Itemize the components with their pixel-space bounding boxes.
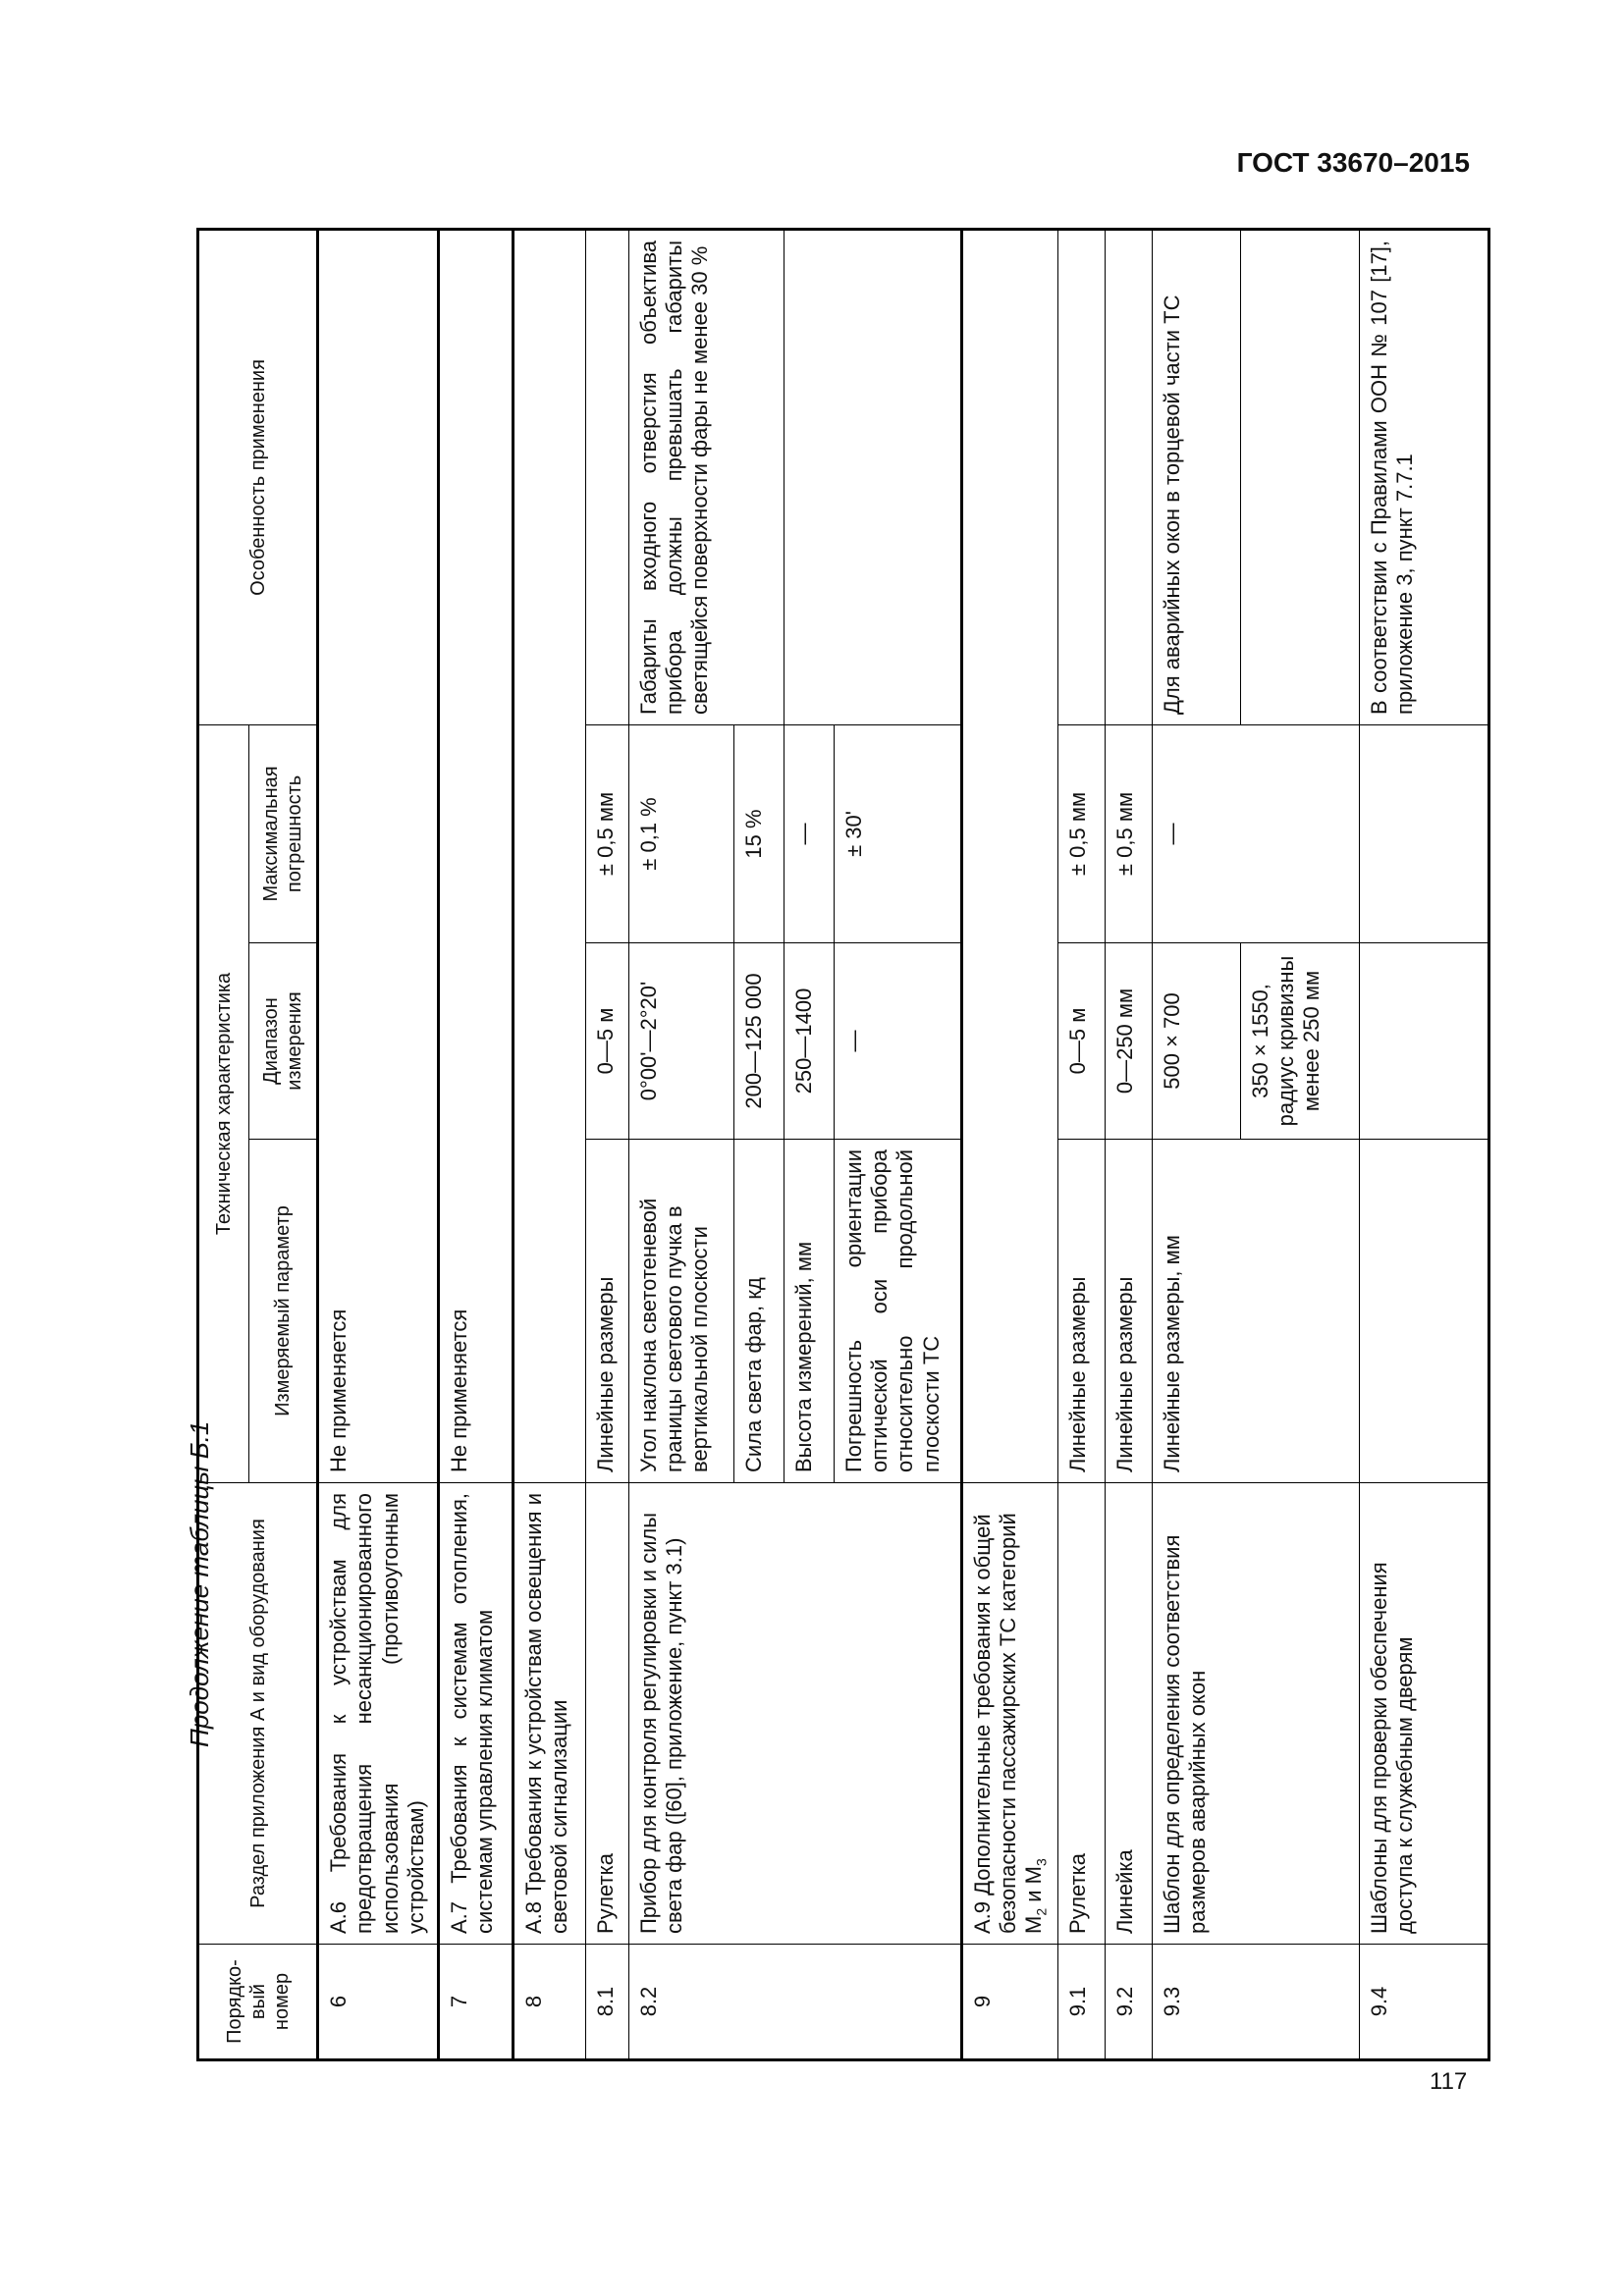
row-param: Сила света фар, кд	[733, 1140, 784, 1483]
row-param: Не применяется	[438, 229, 513, 1482]
row-number: 9	[961, 1945, 1057, 2060]
row-section: Рулетка	[585, 1483, 628, 1945]
row-param: Высота измерений, мм	[784, 1140, 834, 1483]
row-range: 0—250 мм	[1105, 943, 1152, 1140]
row-note: В соответствии с Правилами ООН № 107 [17], приложение 3, пункт 7.7.1	[1359, 229, 1488, 724]
table-row	[585, 229, 628, 2059]
row-error: ± 30'	[834, 724, 961, 942]
header-notes: Особенность применения	[198, 229, 318, 724]
rotated-table-container	[196, 231, 1463, 2061]
row-note	[585, 229, 628, 724]
row-section: Прибор для контроля регулировки и силы света фар ([60], приложение, пункт 3.1)	[628, 1483, 961, 1945]
header-error: Максимальная погрешность	[249, 724, 318, 942]
row-range: 250—1400	[784, 943, 834, 1140]
row-range: 500 × 700	[1152, 943, 1240, 1140]
table-row	[1105, 229, 1152, 2059]
row-note: Для аварийных окон в торцевой части ТС	[1152, 229, 1240, 724]
row-section: Шаблоны для проверки обеспечения доступа к служебным дверям	[1359, 1483, 1488, 1945]
document-code: ГОСТ 33670–2015	[1236, 147, 1470, 178]
row-section: Линейка	[1105, 1483, 1152, 1945]
row-number: 8	[513, 1945, 585, 2060]
row-section: А.6 Требования к устройствам для предотвращения несанкционированного использования (противоугонным устройствам)	[318, 1483, 439, 1945]
row-section: А.7 Требования к системам отопления, системам управления климатом	[438, 1483, 513, 1945]
table-row	[318, 229, 439, 2059]
table-row	[961, 229, 1057, 2059]
row-error: ± 0,5 мм	[1105, 724, 1152, 942]
row-error	[1359, 724, 1488, 942]
row-number: 9.3	[1152, 1945, 1359, 2060]
row-error: ± 0,5 мм	[585, 724, 628, 942]
row-note	[1105, 229, 1152, 724]
row-section	[961, 1483, 1057, 1945]
row-range: —	[834, 943, 961, 1140]
section-text-a: А.9 Дополнительные требования к общей безопасности пассажирских ТС категорий М	[969, 1513, 1047, 1934]
row-note	[1240, 229, 1359, 724]
row-param: Линейные размеры	[585, 1140, 628, 1483]
table-row	[1359, 229, 1488, 2059]
table-row	[513, 229, 585, 2059]
header-param: Измеряемый параметр	[249, 1140, 318, 1483]
subscript-3: 3	[1033, 1858, 1050, 1867]
subscript-2: 2	[1033, 1907, 1050, 1916]
row-error: —	[1152, 724, 1359, 942]
table-row	[1152, 229, 1240, 2059]
row-note	[1057, 229, 1105, 724]
row-param: Линейные размеры	[1105, 1140, 1152, 1483]
row-section: Шаблон для определения соответствия размеров аварийных окон	[1152, 1483, 1359, 1945]
header-tech: Техническая характеристика	[198, 724, 249, 1482]
table-row	[628, 229, 733, 2059]
header-range: Диапазон измерения	[249, 943, 318, 1140]
section-text-b: и М	[1021, 1866, 1047, 1908]
header-number: Порядко-вый номер	[198, 1945, 318, 2060]
row-param	[1359, 1140, 1488, 1483]
row-error: 15 %	[733, 724, 784, 942]
table-row	[1057, 229, 1105, 2059]
row-note: Габариты входного отверстия объектива прибора должны превышать габариты светящейся поверхности фары не менее 30 %	[628, 229, 784, 724]
row-empty	[513, 229, 585, 1482]
row-number: 9.1	[1057, 1945, 1105, 2060]
row-param: Погрешность ориентации оптической оси прибора относительно продольной плоскости ТС	[834, 1140, 961, 1483]
row-error: ± 0,1 %	[628, 724, 733, 942]
row-number: 7	[438, 1945, 513, 2060]
row-range: 0°00'—2°20'	[628, 943, 733, 1140]
equipment-table	[196, 228, 1490, 2061]
header-section: Раздел приложения А и вид оборудования	[198, 1483, 318, 1945]
table-row	[438, 229, 513, 2059]
row-range	[1359, 943, 1488, 1140]
row-number: 9.4	[1359, 1945, 1488, 2060]
row-range: 200—125 000	[733, 943, 784, 1140]
row-param: Угол наклона светотеневой границы светового пучка в вертикальной плоскости	[628, 1140, 733, 1483]
row-param: Линейные размеры, мм	[1152, 1140, 1359, 1483]
row-number: 6	[318, 1945, 439, 2060]
row-param: Линейные размеры	[1057, 1140, 1105, 1483]
row-number: 8.2	[628, 1945, 961, 2060]
page-number: 117	[1430, 2068, 1468, 2095]
row-section: Рулетка	[1057, 1483, 1105, 1945]
row-section: А.8 Требования к устройствам освещения и световой сигнализации	[513, 1483, 585, 1945]
row-param: Не применяется	[318, 229, 439, 1482]
row-range: 350 × 1550, радиус кривизны менее 250 мм	[1240, 943, 1359, 1140]
row-error: —	[784, 724, 834, 942]
row-note	[784, 229, 961, 724]
row-range: 0—5 м	[585, 943, 628, 1140]
row-number: 9.2	[1105, 1945, 1152, 2060]
row-empty	[961, 229, 1057, 1482]
table-caption: Продолжение таблицы Б.1	[185, 1420, 214, 1747]
row-range: 0—5 м	[1057, 943, 1105, 1140]
row-error: ± 0,5 мм	[1057, 724, 1105, 942]
row-number: 8.1	[585, 1945, 628, 2060]
